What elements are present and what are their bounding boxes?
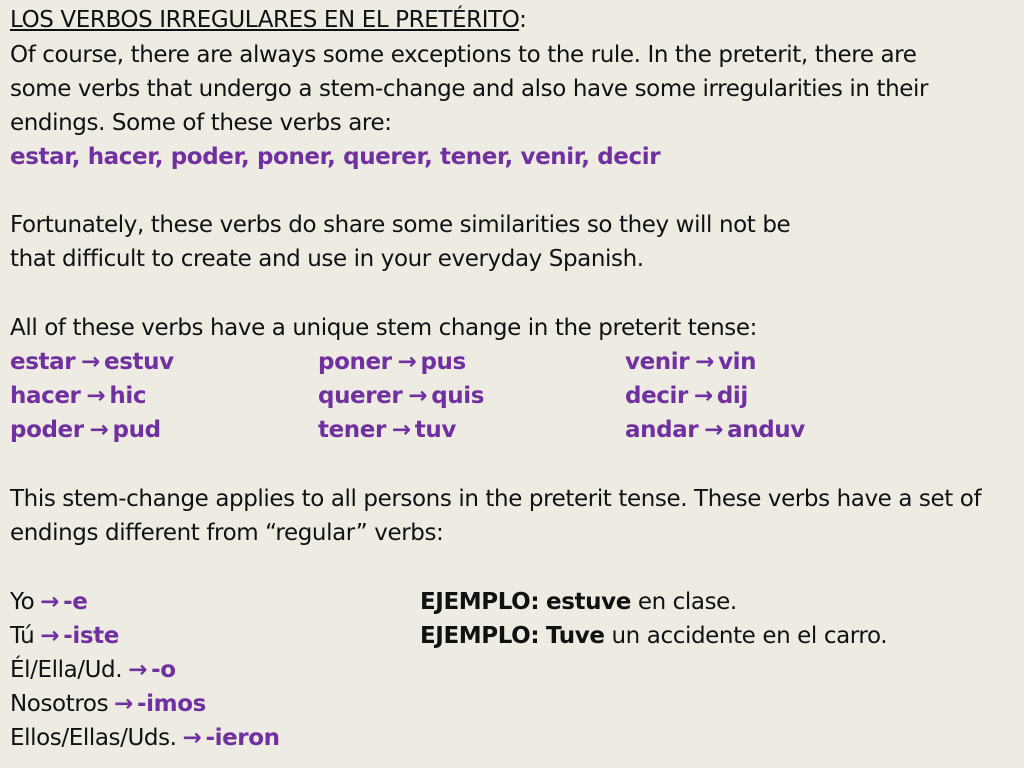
title-colon: : bbox=[519, 7, 527, 33]
stem-change-item bbox=[10, 381, 146, 411]
verb-stem: tuv bbox=[414, 417, 456, 443]
verb-infinitive: poder bbox=[10, 417, 84, 443]
stem-change-item bbox=[318, 347, 466, 377]
arrow-right-icon: → bbox=[693, 383, 713, 409]
arrow-right-icon: → bbox=[89, 417, 109, 443]
arrow-right-icon: → bbox=[114, 691, 134, 717]
arrow-right-icon: → bbox=[128, 657, 148, 683]
verb-stem: anduv bbox=[727, 417, 805, 443]
arrow-right-icon: → bbox=[408, 383, 428, 409]
verb-ending: -ieron bbox=[205, 725, 280, 751]
verb-infinitive: tener bbox=[318, 417, 386, 443]
subject-pronoun: Él/Ella/Ud. bbox=[10, 657, 123, 683]
stem-change-item bbox=[625, 415, 805, 445]
fortunately-line-1: Fortunately, these verbs do share some similarities so they will not be bbox=[10, 212, 791, 238]
title-text: LOS VERBOS IRREGULARES EN EL PRETÉRITO bbox=[10, 7, 520, 33]
slide-title bbox=[10, 5, 526, 35]
verb-stem: quis bbox=[431, 383, 485, 409]
ending-row bbox=[10, 689, 206, 719]
intro-line-1: Of course, there are always some exceptions to the rule. In the preterit, there are bbox=[10, 42, 917, 68]
verb-infinitive: andar bbox=[625, 417, 699, 443]
arrow-right-icon: → bbox=[695, 349, 715, 375]
example-sentence bbox=[420, 621, 887, 651]
verb-stem: pud bbox=[112, 417, 161, 443]
stem-change-item bbox=[625, 381, 748, 411]
ending-row bbox=[10, 723, 280, 753]
arrow-right-icon: → bbox=[397, 349, 417, 375]
arrow-right-icon: → bbox=[81, 349, 101, 375]
stem-note-line-2: endings different from “regular” verbs: bbox=[10, 520, 444, 546]
verb-stem: dij bbox=[716, 383, 748, 409]
verb-infinitive: hacer bbox=[10, 383, 81, 409]
verb-stem: vin bbox=[718, 349, 757, 375]
stem-change-item bbox=[318, 415, 456, 445]
example-verb: estuve bbox=[546, 589, 631, 615]
verb-infinitive: poner bbox=[318, 349, 392, 375]
arrow-right-icon: → bbox=[40, 623, 60, 649]
irregular-verb-list: estar, hacer, poder, poner, querer, tener, venir, decir bbox=[10, 144, 661, 170]
verb-ending: -e bbox=[63, 589, 88, 615]
stem-change-item bbox=[318, 381, 484, 411]
example-label: EJEMPLO: bbox=[420, 623, 540, 649]
intro-line-2: some verbs that undergo a stem-change and also have some irregularities in their bbox=[10, 76, 929, 102]
verb-ending: -o bbox=[151, 657, 176, 683]
verb-stem: pus bbox=[420, 349, 466, 375]
stem-change-item bbox=[10, 415, 161, 445]
example-rest: un accidente en el carro. bbox=[611, 623, 888, 649]
example-label: EJEMPLO: bbox=[420, 589, 540, 615]
ending-row bbox=[10, 655, 176, 685]
subject-pronoun: Yo bbox=[10, 589, 35, 615]
subject-pronoun: Tú bbox=[10, 623, 35, 649]
stem-change-item bbox=[625, 347, 756, 377]
stem-change-item bbox=[10, 347, 174, 377]
ending-row bbox=[10, 621, 119, 651]
intro-line-3: endings. Some of these verbs are: bbox=[10, 110, 392, 136]
verb-infinitive: querer bbox=[318, 383, 403, 409]
example-verb: Tuve bbox=[546, 623, 605, 649]
arrow-right-icon: → bbox=[86, 383, 106, 409]
subject-pronoun: Nosotros bbox=[10, 691, 109, 717]
arrow-right-icon: → bbox=[40, 589, 60, 615]
ending-row bbox=[10, 587, 88, 617]
subject-pronoun: Ellos/Ellas/Uds. bbox=[10, 725, 177, 751]
verb-infinitive: decir bbox=[625, 383, 688, 409]
verb-infinitive: estar bbox=[10, 349, 76, 375]
verb-ending: -iste bbox=[63, 623, 119, 649]
verb-infinitive: venir bbox=[625, 349, 690, 375]
verb-stem: hic bbox=[109, 383, 147, 409]
arrow-right-icon: → bbox=[182, 725, 202, 751]
example-rest: en clase. bbox=[637, 589, 737, 615]
verb-stem: estuv bbox=[104, 349, 174, 375]
stem-note-line-1: This stem-change applies to all persons in the preterit tense. These verbs have a set of bbox=[10, 486, 982, 512]
arrow-right-icon: → bbox=[391, 417, 411, 443]
stem-change-heading: All of these verbs have a unique stem change in the preterit tense: bbox=[10, 315, 757, 341]
fortunately-line-2: that difficult to create and use in your everyday Spanish. bbox=[10, 246, 644, 272]
arrow-right-icon: → bbox=[704, 417, 724, 443]
example-sentence bbox=[420, 587, 737, 617]
verb-ending: -imos bbox=[137, 691, 206, 717]
